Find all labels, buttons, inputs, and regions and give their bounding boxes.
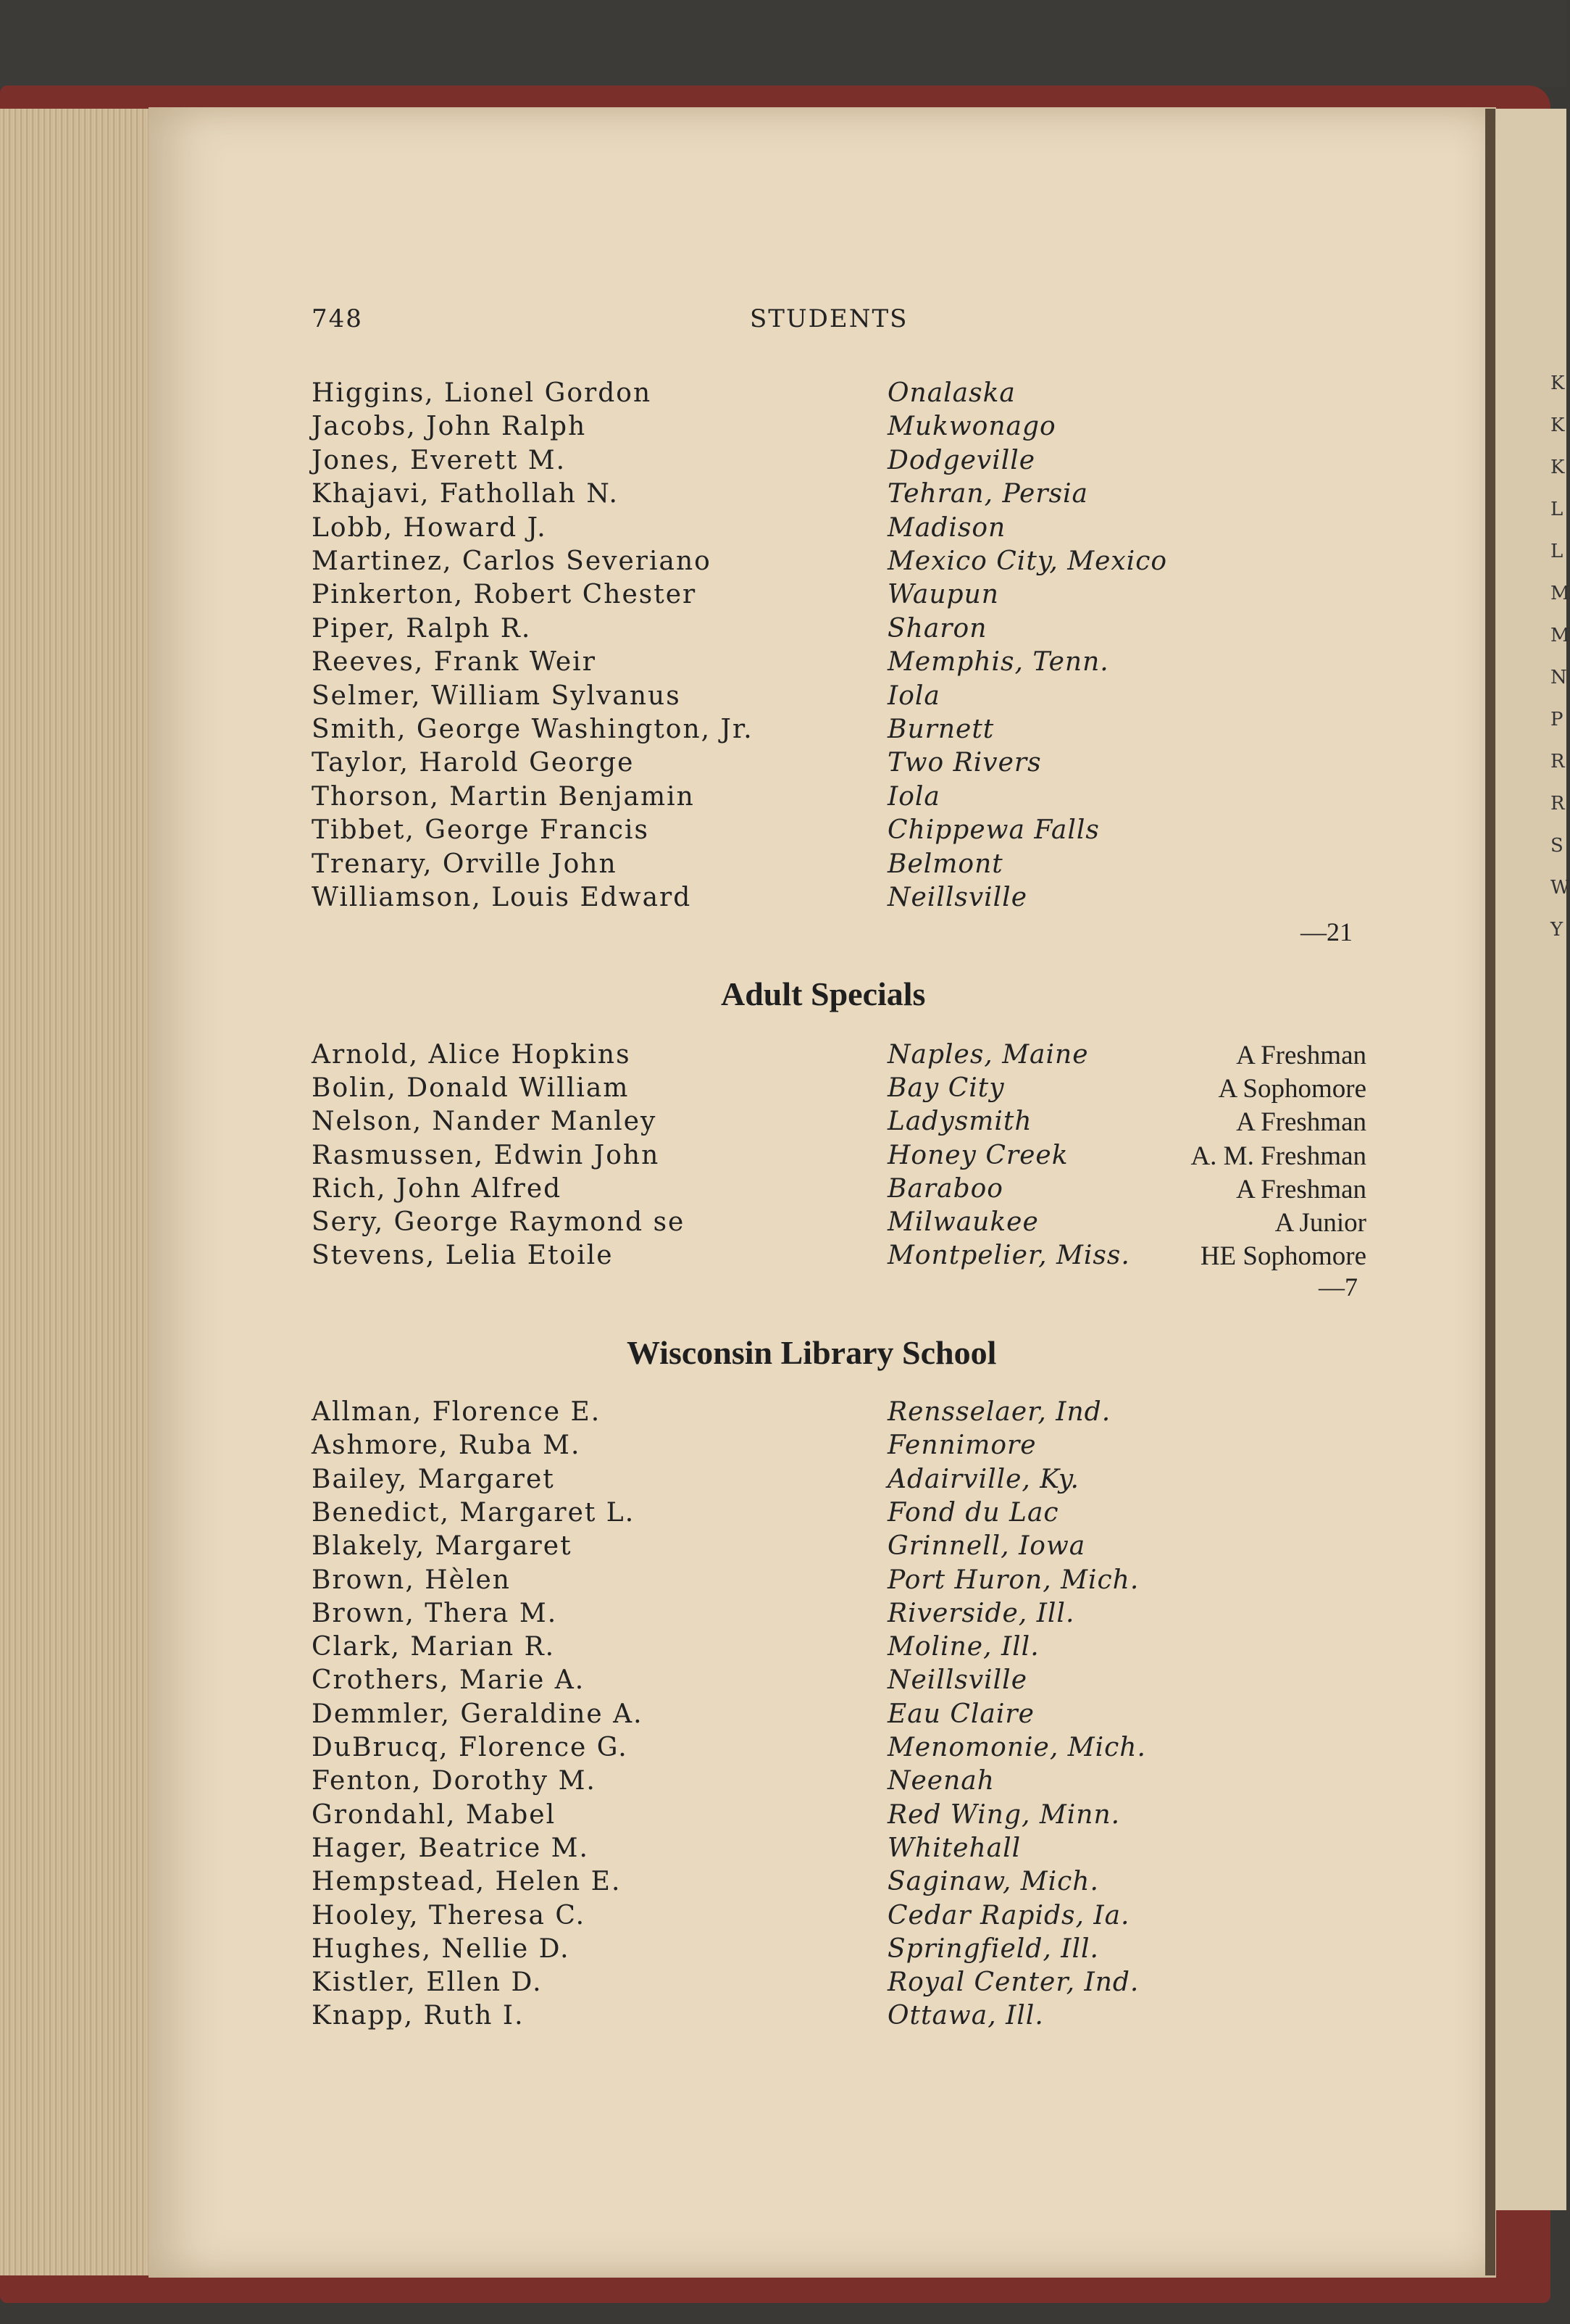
facing-page-letter: M: [1550, 583, 1570, 604]
student-hometown: Adairville, Ky.: [888, 1464, 1080, 1494]
facing-page-letter: R: [1550, 793, 1565, 815]
student-class: A Junior: [1274, 1208, 1366, 1238]
student-name: Jacobs, John Ralph: [312, 412, 587, 442]
student-hometown: Iola: [888, 680, 940, 711]
student-class: HE Sophomore: [1200, 1241, 1366, 1272]
student-class: A Freshman: [1236, 1041, 1366, 1070]
list-item: [0, 1241, 1566, 1274]
list-item: [0, 681, 1566, 715]
student-name: Brown, Hèlen: [312, 1565, 511, 1595]
list-item: [0, 1465, 1566, 1498]
student-name: Pinkerton, Robert Chester: [312, 580, 697, 610]
list-item: [0, 580, 1566, 613]
list-item: [0, 1397, 1566, 1430]
page-number: 748: [312, 304, 363, 333]
student-class: A Freshman: [1236, 1174, 1366, 1204]
facing-page-letter: K: [1550, 457, 1565, 478]
list-item: [0, 1174, 1566, 1207]
background-top: [0, 0, 1566, 87]
student-hometown: Ottawa, Ill.: [888, 2001, 1044, 2031]
student-class: A. M. Freshman: [1190, 1141, 1366, 1171]
list-item: [0, 1733, 1566, 1766]
student-name: Tibbet, George Francis: [312, 815, 649, 846]
student-hometown: Milwaukee: [888, 1207, 1039, 1237]
list-item: [0, 1599, 1566, 1632]
student-name: Hooley, Theresa C.: [312, 1900, 586, 1931]
student-hometown: Fond du Lac: [888, 1497, 1059, 1528]
student-name: Selmer, William Sylvanus: [312, 680, 681, 711]
student-name: Thorson, Martin Benjamin: [312, 781, 695, 812]
list-item: [0, 883, 1566, 916]
list-item: [0, 614, 1566, 647]
student-name: Hughes, Nellie D.: [312, 1933, 570, 1964]
student-hometown: Riverside, Ill.: [888, 1598, 1075, 1628]
student-hometown: Red Wing, Minn.: [888, 1799, 1121, 1830]
student-name: Brown, Thera M.: [312, 1598, 558, 1628]
student-name: Piper, Ralph R.: [312, 613, 532, 644]
student-name: Allman, Florence E.: [312, 1397, 601, 1427]
student-hometown: Naples, Maine: [888, 1040, 1089, 1070]
list-item: [0, 1901, 1566, 1934]
list-item: [0, 748, 1566, 781]
student-name: Knapp, Ruth I.: [312, 2001, 525, 2031]
student-hometown: Cedar Rapids, Ia.: [888, 1900, 1130, 1931]
facing-page-letter: S: [1550, 835, 1563, 857]
facing-page-letter: M: [1550, 625, 1570, 646]
adult-specials-title: Adult Specials: [721, 975, 926, 1012]
student-name: Blakely, Margaret: [312, 1531, 572, 1562]
student-name: DuBrucq, Florence G.: [312, 1733, 628, 1762]
facing-page-letter: L: [1550, 541, 1563, 562]
list-item: [0, 1430, 1566, 1464]
student-name: Jones, Everett M.: [312, 445, 567, 475]
student-hometown: Neillsville: [888, 1665, 1028, 1696]
student-name: Smith, George Washington, Jr.: [312, 715, 753, 744]
student-hometown: Port Huron, Mich.: [888, 1565, 1140, 1595]
list-item: [0, 1632, 1566, 1665]
student-name: Clark, Marian R.: [312, 1632, 556, 1662]
list-item: [0, 546, 1566, 580]
student-class: A Freshman: [1236, 1107, 1366, 1138]
student-name: Martinez, Carlos Severiano: [312, 546, 711, 576]
facing-page-letter: R: [1550, 751, 1565, 772]
facing-page-letter: W: [1550, 877, 1570, 899]
list-item: [0, 849, 1566, 883]
list-item: [0, 1867, 1566, 1900]
facing-page-letter: K: [1550, 415, 1565, 436]
facing-page-letter: N: [1550, 667, 1567, 688]
list-item: [0, 1699, 1566, 1733]
student-hometown: Chippewa Falls: [888, 815, 1100, 846]
list-item: [0, 715, 1566, 748]
facing-page-letter: L: [1550, 499, 1563, 520]
student-hometown: Ladysmith: [888, 1107, 1032, 1137]
student-hometown: Memphis, Tenn.: [888, 647, 1109, 678]
list-item: [0, 1934, 1566, 1967]
student-name: Stevens, Lelia Etoile: [312, 1241, 614, 1271]
student-hometown: Springfield, Ill.: [888, 1933, 1099, 1964]
list-item: [0, 782, 1566, 815]
student-hometown: Belmont: [888, 849, 1003, 879]
student-hometown: Waupun: [888, 580, 999, 610]
student-hometown: Eau Claire: [888, 1699, 1035, 1729]
student-name: Sery, George Raymond se: [312, 1207, 685, 1237]
student-name: Bailey, Margaret: [312, 1464, 555, 1494]
student-hometown: Moline, Ill.: [888, 1632, 1040, 1662]
student-name: Taylor, Harold George: [312, 748, 635, 778]
list-item: [0, 1107, 1566, 1140]
student-name: Williamson, Louis Edward: [312, 883, 692, 912]
student-name: Lobb, Howard J.: [312, 512, 547, 543]
student-hometown: Baraboo: [888, 1173, 1003, 1204]
list-item: [0, 647, 1566, 680]
list-item: [0, 446, 1566, 479]
student-name: Ashmore, Ruba M.: [312, 1430, 581, 1461]
student-name: Demmler, Geraldine A.: [312, 1699, 643, 1729]
student-hometown: Neenah: [888, 1766, 995, 1796]
list-item: [0, 479, 1566, 512]
page-title: STUDENTS: [750, 304, 909, 333]
student-name: Kistler, Ellen D.: [312, 1967, 543, 1998]
student-name: Rich, John Alfred: [312, 1173, 562, 1204]
list-item: [0, 1833, 1566, 1867]
student-name: Reeves, Frank Weir: [312, 647, 596, 678]
list-item: [0, 815, 1566, 849]
student-hometown: Neillsville: [888, 883, 1028, 912]
list-item: [0, 1040, 1566, 1073]
student-hometown: Fennimore: [888, 1430, 1037, 1461]
facing-page-letter: Y: [1550, 919, 1563, 941]
student-hometown: Mexico City, Mexico: [888, 546, 1168, 576]
student-name: Hager, Beatrice M.: [312, 1833, 589, 1863]
list-item: [0, 1073, 1566, 1107]
student-hometown: Dodgeville: [888, 445, 1036, 475]
student-name: Trenary, Orville John: [312, 849, 617, 879]
student-hometown: Madison: [888, 512, 1006, 543]
student-name: Benedict, Margaret L.: [312, 1497, 635, 1528]
student-class: A Sophomore: [1218, 1074, 1366, 1104]
list-item: [0, 1766, 1566, 1799]
list-item: [0, 1498, 1566, 1531]
student-hometown: Grinnell, Iowa: [888, 1531, 1086, 1562]
student-name: Nelson, Nander Manley: [312, 1107, 657, 1137]
student-hometown: Saginaw, Mich.: [888, 1867, 1099, 1897]
adult-specials-total: —7: [1319, 1273, 1358, 1301]
list-item: [0, 513, 1566, 546]
student-name: Grondahl, Mabel: [312, 1799, 556, 1830]
list-item: [0, 412, 1566, 445]
student-hometown: Montpelier, Miss.: [888, 1241, 1130, 1271]
student-hometown: Burnett: [888, 715, 995, 744]
student-hometown: Two Rivers: [888, 748, 1042, 778]
list-item: [0, 1531, 1566, 1565]
student-hometown: Bay City: [888, 1073, 1005, 1104]
list-item: [0, 2001, 1566, 2034]
facing-page-letter: K: [1550, 372, 1565, 394]
student-hometown: Rensselaer, Ind.: [888, 1397, 1111, 1427]
list-item: [0, 1665, 1566, 1699]
list-item: [0, 1207, 1566, 1241]
list-item: [0, 1800, 1566, 1833]
list-item: [0, 1967, 1566, 2001]
student-hometown: Menomonie, Mich.: [888, 1733, 1146, 1762]
student-name: Higgins, Lionel Gordon: [312, 378, 652, 408]
facing-page-letter: P: [1550, 709, 1563, 730]
student-name: Khajavi, Fathollah N.: [312, 479, 619, 509]
student-hometown: Honey Creek: [888, 1140, 1069, 1170]
library-school-title: Wisconsin Library School: [627, 1334, 997, 1371]
student-hometown: Royal Center, Ind.: [888, 1967, 1140, 1998]
student-name: Hempstead, Helen E.: [312, 1867, 622, 1897]
student-name: Crothers, Marie A.: [312, 1665, 585, 1696]
student-name: Arnold, Alice Hopkins: [312, 1040, 631, 1070]
student-name: Rasmussen, Edwin John: [312, 1140, 660, 1170]
section-total: —21: [1300, 917, 1353, 946]
student-hometown: Tehran, Persia: [888, 479, 1089, 509]
student-hometown: Whitehall: [888, 1833, 1022, 1863]
list-item: [0, 378, 1566, 412]
list-item: [0, 1565, 1566, 1599]
student-name: Bolin, Donald William: [312, 1073, 630, 1104]
student-hometown: Iola: [888, 781, 940, 812]
student-hometown: Onalaska: [888, 378, 1016, 408]
list-item: [0, 1141, 1566, 1174]
student-name: Fenton, Dorothy M.: [312, 1766, 596, 1796]
student-hometown: Mukwonago: [888, 412, 1056, 442]
student-hometown: Sharon: [888, 613, 987, 644]
